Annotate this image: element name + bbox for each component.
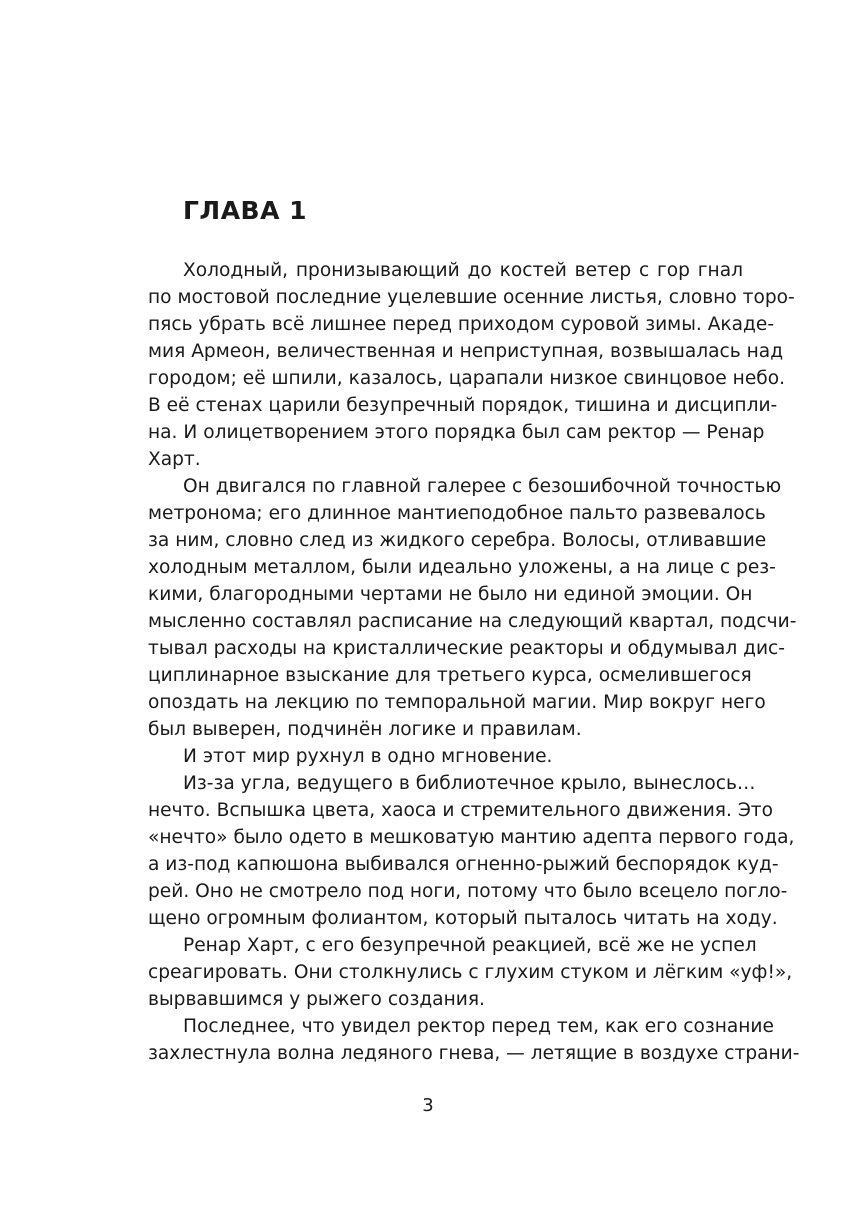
- paragraph-line: захлестнула волна ледяного гнева, — летящие в воздухе страни-: [148, 1043, 800, 1064]
- paragraph-line: рей. Оно не смотрело под ноги, потому что было всецело погло-: [148, 881, 788, 902]
- paragraph-line: Ренар Харт, с его безупречной реакцией, всё же не успел: [183, 935, 757, 956]
- paragraph-line: Он двигался по главной галерее с безошибочной точностью: [183, 476, 782, 497]
- paragraph-line: В её стенах царили безупречный порядок, тишина и дисципли-: [148, 395, 778, 416]
- chapter-title: ГЛАВА 1: [183, 196, 308, 225]
- paragraph: [148, 770, 795, 932]
- paragraph: [148, 1013, 800, 1067]
- paragraph: [148, 257, 795, 473]
- paragraph-line: мысленно составлял расписание на следующий квартал, подсчи-: [148, 611, 797, 632]
- paragraph: [148, 743, 743, 770]
- paragraph-line: циплинарное взыскание для третьего курса, осмелившегося: [148, 665, 752, 686]
- paragraph-line: а из-под капюшона выбивался огненно-рыжий беспорядок куд-: [148, 854, 779, 875]
- paragraph-line: по мостовой последние уцелевшие осенние листья, словно торо-: [148, 287, 795, 308]
- chapter-body: [148, 257, 800, 1067]
- paragraph-line: на. И олицетворением этого порядка был сам ректор — Ренар: [148, 422, 765, 443]
- paragraph-line: нечто. Вспышка цвета, хаоса и стремительного движения. Это: [148, 800, 774, 821]
- paragraph-line: «нечто» было одето в мешковатую мантию адепта первого года,: [148, 827, 795, 848]
- paragraph-line: тывал расходы на кристаллические реакторы и обдумывал дис-: [148, 638, 785, 659]
- paragraph-line: за ним, словно след из жидкого серебра. Волосы, отливавшие: [148, 530, 767, 551]
- paragraph-line: Последнее, что увидел ректор перед тем, как его сознание: [183, 1016, 774, 1037]
- paragraph-line: Холодный, пронизывающий до костей ветер с гор гнал: [183, 260, 743, 281]
- paragraph-line: опоздать на лекцию по темпоральной магии. Мир вокруг него: [148, 692, 766, 713]
- paragraph-line: И этот мир рухнул в одно мгновение.: [183, 746, 553, 767]
- paragraph-line: щено огромным фолиантом, который пыталось читать на ходу.: [148, 908, 778, 929]
- paragraph-line: городом; её шпили, казалось, царапали низкое свинцовое небо.: [148, 368, 786, 389]
- paragraph-line: среагировать. Они столкнулись с глухим стуком и лёгким «уф!»,: [148, 962, 793, 983]
- paragraph: [148, 473, 797, 743]
- page-number: 3: [422, 1095, 434, 1116]
- paragraph-line: кими, благородными чертами не было ни единой эмоции. Он: [148, 584, 753, 605]
- paragraph-line: мия Армеон, величественная и неприступная, возвышалась над: [148, 341, 784, 362]
- paragraph-line: метронома; его длинное мантиеподобное пальто развевалось: [148, 503, 766, 524]
- paragraph-line: Харт.: [148, 449, 201, 470]
- paragraph-line: Из-за угла, ведущего в библиотечное крыло, вынеслось…: [183, 773, 756, 794]
- paragraph-line: холодным металлом, были идеально уложены, а на лице с рез-: [148, 557, 776, 578]
- paragraph-line: пясь убрать всё лишнее перед приходом суровой зимы. Акаде-: [148, 314, 775, 335]
- paragraph-line: вырвавшимся у рыжего создания.: [148, 989, 485, 1010]
- paragraph: [148, 932, 793, 1013]
- paragraph-line: был выверен, подчинён логике и правилам.: [148, 719, 582, 740]
